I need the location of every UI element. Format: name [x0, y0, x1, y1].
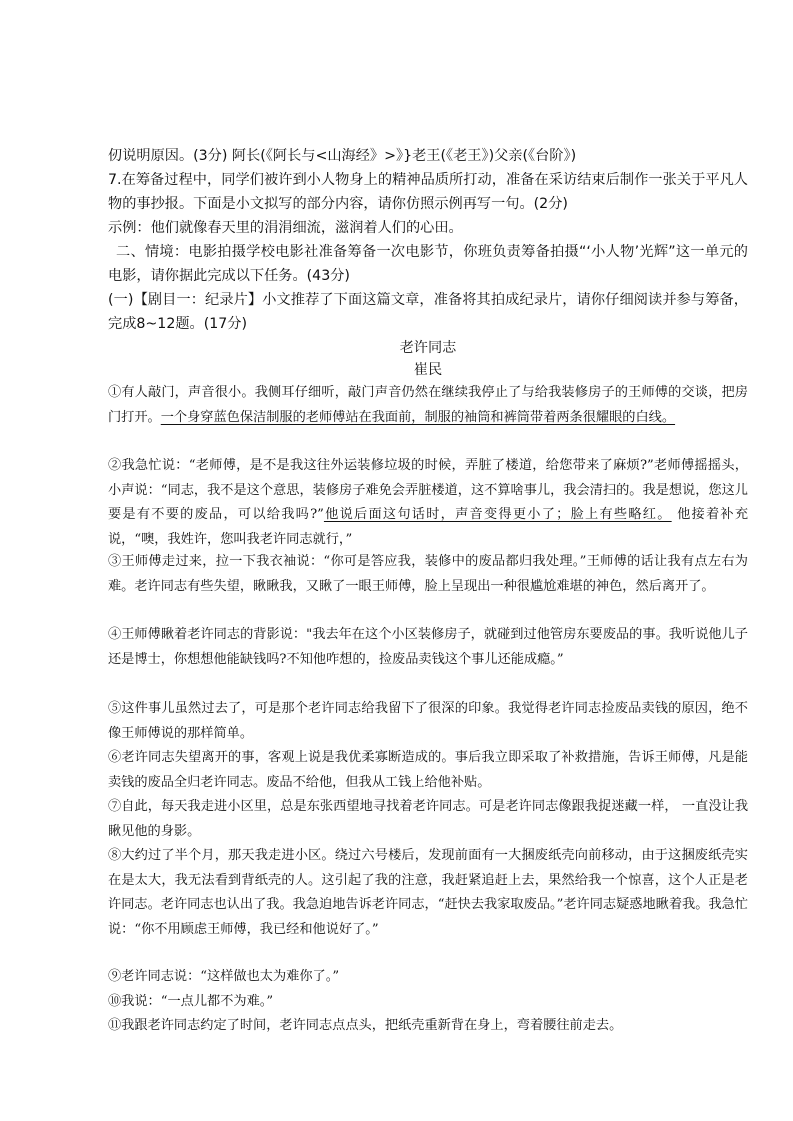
question-6-tail: 仞说明原因。(3分) 阿长(《阿长与<山海经》>》}老王(《老王》)父亲(《台阶》) [108, 148, 577, 164]
question-7: 7.在筹备过程中，同学们被许到小人物身上的精神品质所打动，准备在采访结束后制作一张关于平凡人物的事抄报。下面是小文拟写的部分内容，请你仿照示例再写一句。(2分) [108, 172, 748, 212]
paragraph-1-text: ①有人敲门，声音很小。我侧耳仔细听，敲门声音仍然在继续我停止了与给我装修房子的王师傅的交谈，把房门打开。 [108, 385, 748, 425]
paragraph-2-text: ②我急忙说：“老师傅，是不是我这往外运装修垃圾的时候，弄脏了楼道，给您带来了麻烦?”老师傅摇摇头，小声说：“同志，我不是这个意思，装修房子难免会弄脏楼道，这不算啥事儿，我会清扫的。我是想说，您这儿要是有不要的废品，可以给我吗?” [108, 458, 748, 522]
article-author: 崔民 [413, 362, 443, 378]
paragraph-1-underlined: 一个身穿蓝色保洁制服的老师傅站在我面前，制服的袖筒和裤筒带着两条很耀眼的白线。 [160, 409, 676, 425]
paragraph-11: ⑪我跟老许同志约定了时间，老许同志点点头，把纸壳重新背在身上，弯着腰往前走去。 [108, 1018, 623, 1033]
paragraph-2-text-end: 他接着补充说，“噢，我姓许，您叫我老许同志就行，” [108, 507, 749, 547]
paragraph-2-underlined: 他说后面这句话时，声音变得更小了；脸上有些略红。 [323, 507, 672, 522]
paragraph-9: ⑨老许同志说：“这样做也太为难你了。” [108, 969, 340, 984]
paragraph-8: ⑧大约过了半个月，那天我走进小区。绕过六号楼后，发现前面有一大捆废纸壳向前移动，由于这捆废纸壳实在是太大，我无法看到背纸壳的人。这引起了我的注意，我赶紧追赶上去，果然给我一个惊喜，这个人正是老许同志。老许同志也认出了我。我急迫地告诉老许同志，“赶快去我家取废品。”老许同志疑惑地瞅着我。我急忙说：“你不用顾虑王师傅，我已经和他说好了。” [108, 848, 748, 937]
paragraph-2 [108, 454, 748, 552]
example-sentence: 示例：他们就像春天里的涓涓细流，滋润着人们的心田。 [108, 220, 463, 236]
paragraph-3: ③王师傅走过来，拉一下我衣袖说：“你可是答应我，装修中的废品都归我处理。”王师傅的话让我有点左右为难。老许同志有些失望，瞅瞅我，又瞅了一眼王师傅，脸上呈现出一种很尴尬难堪的神色，然后离开了。 [108, 554, 748, 594]
paragraph-7: ⑦自此，每天我走进小区里，总是东张西望地寻找着老许同志。可是老许同志像跟我捉迷藏一样， 一直没让我瞅见他的身影。 [108, 799, 748, 839]
paragraph-10: ⑩我说：“一点儿都不为难。” [108, 994, 274, 1009]
paragraph-1 [108, 381, 748, 430]
paragraph-5: ⑤这件事儿虽然过去了，可是那个老许同志给我留下了很深的印象。我觉得老许同志捡废品卖钱的原因，绝不像王师傅说的那样简单。 [108, 701, 748, 741]
paragraph-4: ④王师傅瞅着老许同志的背影说："我去年在这个小区装修房子，就碰到过他管房东要废品的事。我听说他儿子还是博士，你想想他能缺钱吗?不知他咋想的，捡废品卖钱这个事儿还能成瘾。” [108, 627, 748, 667]
section-two-heading: 二、情境：电影拍摄学校电影社准备筹备一次电影节，你班负责筹备拍摄“‘小人物’光辉”这一单元的电影，请你据此完成以下任务。(43分) [108, 244, 748, 284]
paragraph-6: ⑥老许同志失望离开的事，客观上说是我优柔寡断造成的。事后我立即采取了补救措施，告诉王师傅，凡是能卖钱的废品全归老许同志。废品不给他，但我从工钱上给他补贴。 [108, 750, 748, 790]
part-one-intro: (一)【剧目一：纪录片】小文推荐了下面这篇文章，准备将其拍成纪录片，请你仔细阅读并参与筹备，完成8~12题。(17分) [108, 292, 748, 332]
article-title: 老许同志 [399, 340, 457, 356]
